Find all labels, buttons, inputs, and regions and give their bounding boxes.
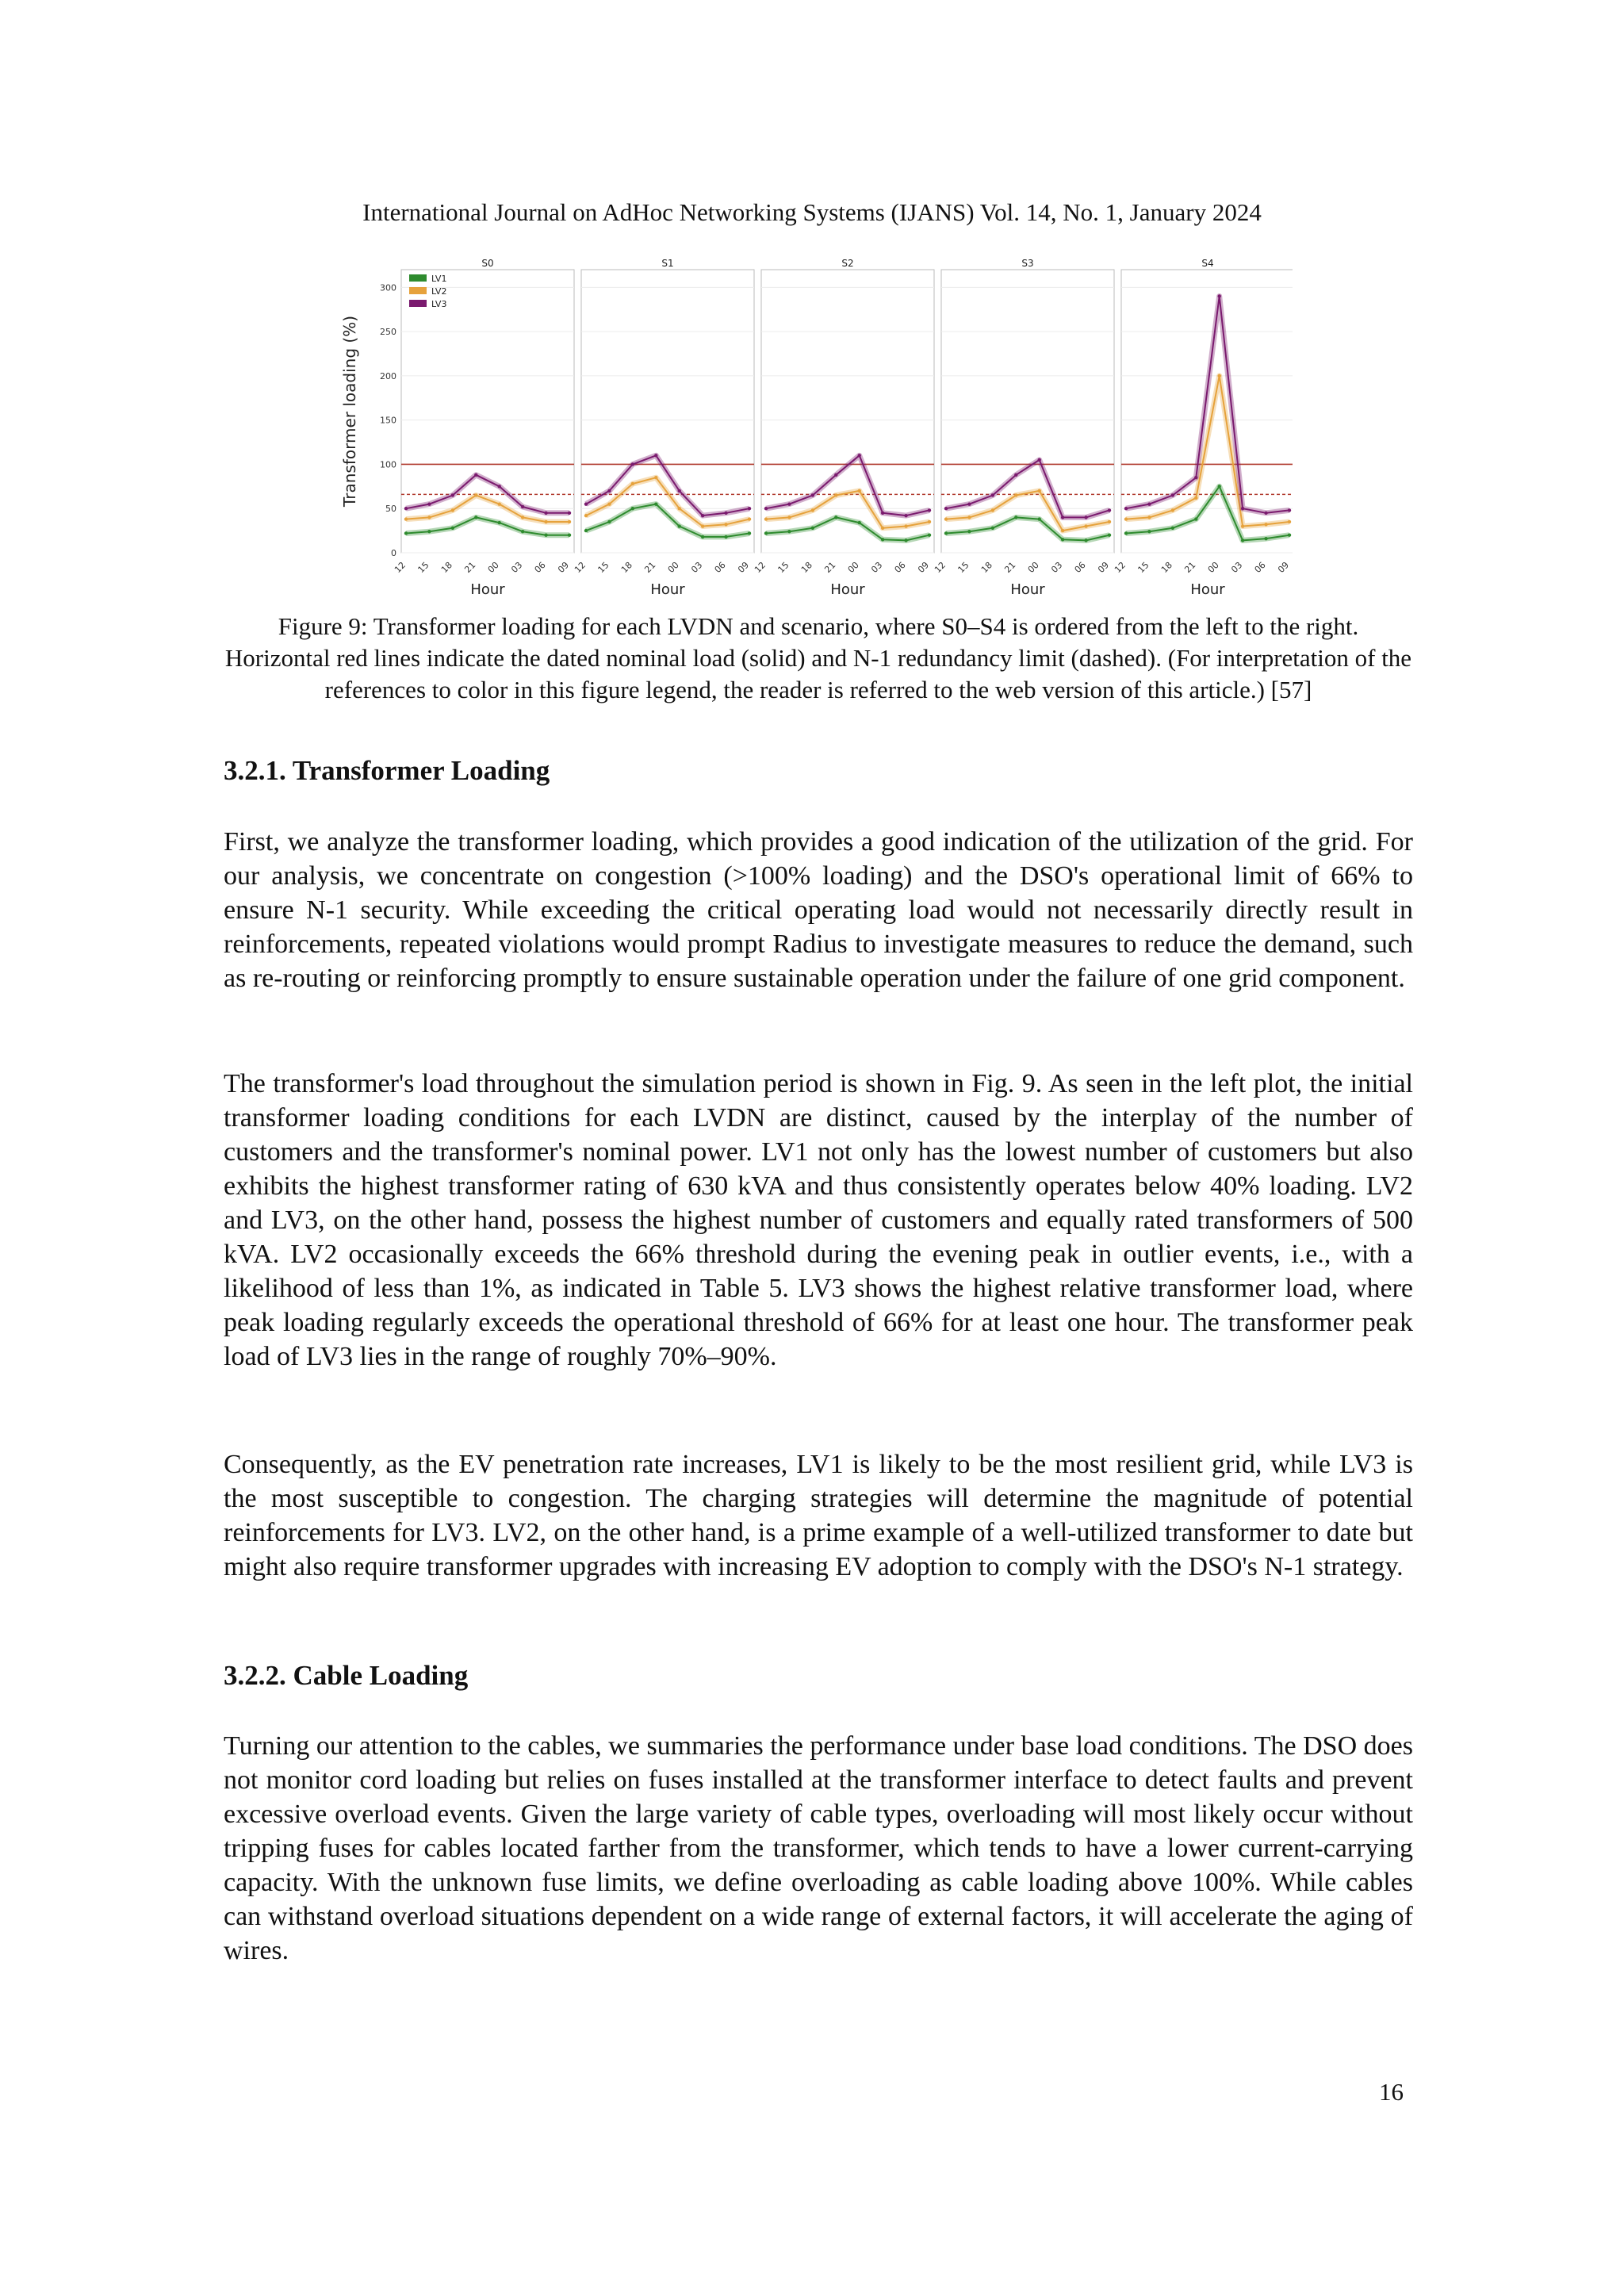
data-point-LV1: [1194, 517, 1197, 520]
x-axis-label: Hour: [1190, 581, 1225, 596]
section-heading-cable-loading: 3.2.2. Cable Loading: [224, 1660, 469, 1691]
panel-frame-S2: [761, 270, 934, 553]
data-point-LV3: [1124, 507, 1128, 510]
data-point-LV1: [568, 533, 571, 536]
data-point-LV3: [1241, 507, 1244, 510]
data-point-LV3: [748, 507, 751, 510]
data-point-LV2: [724, 523, 727, 526]
x-tick-label: 21: [1182, 559, 1198, 576]
data-point-LV2: [1194, 496, 1197, 500]
legend-swatch-LV1: [409, 274, 427, 282]
data-point-LV3: [1061, 516, 1064, 519]
x-tick-label: 09: [1096, 559, 1112, 576]
data-point-LV2: [1171, 508, 1174, 512]
data-point-LV2: [1241, 524, 1244, 527]
x-tick-label: 15: [596, 559, 611, 576]
data-point-LV2: [451, 508, 454, 512]
data-point-LV1: [1124, 531, 1128, 535]
panel-title-S2: S2: [841, 258, 854, 269]
x-tick-label: 12: [933, 559, 948, 576]
legend-swatch-LV3: [409, 300, 427, 307]
data-point-LV1: [1147, 530, 1151, 533]
x-axis-label: Hour: [650, 581, 685, 596]
data-point-LV3: [498, 485, 501, 488]
data-point-LV2: [1218, 374, 1221, 378]
x-axis-label: Hour: [830, 581, 865, 596]
x-tick-label: 18: [799, 559, 814, 576]
x-tick-label: 21: [822, 559, 838, 576]
data-point-LV2: [498, 502, 501, 505]
data-point-LV3: [607, 489, 611, 493]
data-point-LV1: [678, 524, 681, 527]
data-point-LV2: [404, 517, 408, 520]
data-point-LV2: [1038, 489, 1041, 493]
data-point-LV3: [724, 512, 727, 515]
data-point-LV1: [1264, 537, 1267, 540]
x-tick-label: 09: [556, 559, 572, 576]
data-point-LV3: [811, 493, 814, 496]
data-point-LV1: [811, 527, 814, 530]
data-point-LV1: [724, 535, 727, 539]
data-point-LV3: [1194, 476, 1197, 479]
data-point-LV1: [858, 521, 861, 524]
x-tick-label: 12: [573, 559, 588, 576]
paragraph-transformer-1: First, we analyze the transformer loading, which provides a good indication of the utilization of the grid. For our analysis, we concentrate on congestion (>100% loading) and the DSO's operational limit of 66% to ensure N-1 security. While exceeding the critical operating load would not necessarily directly result in reinforcements, repeated violations would prompt Radius to investigate measures to reduce the demand, such as re-routing or reinforcing promptly to ensure sustainable operation under the failure of one grid component.: [224, 827, 1413, 993]
x-tick-label: 03: [689, 559, 705, 576]
data-point-LV3: [1288, 508, 1291, 512]
data-point-LV3: [928, 508, 931, 512]
data-point-LV2: [474, 493, 477, 496]
data-point-LV1: [654, 502, 657, 505]
data-point-LV3: [967, 502, 971, 505]
x-tick-label: 18: [1159, 559, 1174, 576]
x-tick-label: 15: [776, 559, 791, 576]
data-point-LV1: [904, 539, 907, 542]
y-tick-label: 0: [391, 548, 396, 558]
data-point-LV3: [904, 514, 907, 517]
legend-swatch-LV2: [409, 287, 427, 294]
y-axis-label: Transformer loading (%): [340, 315, 359, 508]
x-tick-label: 06: [892, 559, 908, 576]
data-point-LV3: [568, 512, 571, 515]
data-point-LV1: [607, 520, 611, 523]
data-point-LV3: [654, 454, 657, 457]
data-point-LV2: [748, 517, 751, 520]
data-point-LV1: [1084, 539, 1087, 542]
x-tick-label: 21: [1002, 559, 1018, 576]
journal-header: International Journal on AdHoc Networking Systems (IJANS) Vol. 14, No. 1, January 2024: [362, 198, 1262, 226]
data-point-LV1: [631, 507, 634, 510]
data-point-LV2: [1084, 524, 1087, 527]
data-point-LV3: [701, 514, 704, 517]
data-point-LV2: [928, 520, 931, 523]
x-tick-label: 06: [1072, 559, 1088, 576]
section-heading-transformer-loading: 3.2.1. Transformer Loading: [224, 755, 550, 786]
page-number: 16: [1379, 2078, 1404, 2106]
x-tick-label: 09: [916, 559, 932, 576]
data-point-LV2: [654, 476, 657, 479]
figure-9: [333, 255, 1293, 596]
data-point-LV1: [427, 530, 431, 533]
data-point-LV3: [678, 489, 681, 493]
data-point-LV3: [944, 507, 948, 510]
x-tick-label: 03: [1229, 559, 1245, 576]
legend-label-LV2: LV2: [431, 286, 447, 297]
data-point-LV3: [1084, 516, 1087, 519]
data-point-LV1: [748, 531, 751, 535]
y-tick-label: 150: [380, 415, 396, 426]
data-point-LV3: [451, 493, 454, 496]
paragraph-cable-1: Turning our attention to the cables, we summaries the performance under base load conditions. The DSO does not monitor cord loading but relies on fuses installed at the transformer interface to detect faults and prevent excessive overload events. Given the large variety of cable types, overloading will most likely occur without tripping fuses for cables located farther from the transformer, which tends to have a lower current-carrying capacity. With the unknown fuse limits, we define overloading as cable loading above 100%. While cables can withstand overload situations dependent on a wide range of external factors, it will accelerate the aging of wires.: [224, 1731, 1413, 1965]
data-point-LV3: [584, 502, 588, 505]
figure-caption: Figure 9: Transformer loading for each LVDN and scenario, where S0–S4 is ordered from the left to the right. Horizontal red lines indicate the dated nominal load (solid) and N-1 redundancy limit (dashed). (For interpretation of the references to color in this figure legend, the reader is referred to the web version of this article.) [57]: [224, 612, 1412, 703]
x-tick-label: 03: [869, 559, 885, 576]
y-tick-label: 50: [385, 504, 396, 515]
x-tick-label: 21: [462, 559, 478, 576]
data-point-LV3: [404, 507, 408, 510]
data-point-LV2: [521, 516, 524, 519]
data-point-LV2: [904, 524, 907, 527]
data-point-LV1: [701, 535, 704, 539]
x-tick-label: 00: [665, 559, 681, 576]
data-point-LV1: [787, 530, 791, 533]
data-point-LV3: [1147, 502, 1151, 505]
data-point-LV2: [631, 482, 634, 485]
x-tick-label: 00: [845, 559, 861, 576]
panel-title-S1: S1: [661, 258, 674, 269]
data-point-LV1: [928, 533, 931, 536]
data-point-LV3: [1038, 458, 1041, 462]
data-point-LV1: [498, 521, 501, 524]
data-point-LV3: [544, 512, 547, 515]
data-point-LV2: [967, 516, 971, 519]
data-point-LV2: [1264, 523, 1267, 526]
data-point-LV1: [1061, 538, 1064, 541]
x-tick-label: 06: [532, 559, 548, 576]
data-point-LV1: [1108, 533, 1111, 536]
x-tick-label: 00: [485, 559, 501, 576]
x-axis-label: Hour: [1010, 581, 1045, 596]
data-point-LV2: [1124, 517, 1128, 520]
x-tick-label: 15: [416, 559, 431, 576]
legend-label-LV3: LV3: [431, 299, 447, 309]
data-point-LV2: [881, 527, 884, 530]
data-point-LV3: [521, 505, 524, 508]
data-point-LV1: [521, 530, 524, 533]
data-point-LV3: [991, 493, 994, 496]
data-point-LV2: [787, 516, 791, 519]
data-point-LV1: [1038, 517, 1041, 520]
data-point-LV1: [404, 531, 408, 535]
data-point-LV3: [1218, 294, 1221, 297]
x-tick-label: 12: [1113, 559, 1128, 576]
data-point-LV2: [811, 508, 814, 512]
x-tick-label: 15: [1136, 559, 1151, 576]
data-point-LV1: [944, 531, 948, 535]
data-point-LV2: [944, 517, 948, 520]
x-tick-label: 18: [619, 559, 634, 576]
data-point-LV1: [474, 516, 477, 519]
x-tick-label: 06: [1252, 559, 1268, 576]
data-point-LV1: [881, 538, 884, 541]
data-point-LV3: [764, 507, 768, 510]
data-point-LV1: [834, 516, 837, 519]
data-point-LV2: [1061, 529, 1064, 532]
data-point-LV3: [1108, 508, 1111, 512]
data-point-LV2: [544, 520, 547, 523]
data-point-LV2: [991, 508, 994, 512]
data-point-LV1: [764, 531, 768, 535]
x-tick-label: 09: [736, 559, 752, 576]
data-point-LV3: [787, 502, 791, 505]
data-point-LV2: [427, 516, 431, 519]
panel-title-S3: S3: [1021, 258, 1034, 269]
x-tick-label: 18: [439, 559, 454, 576]
data-point-LV2: [1147, 516, 1151, 519]
x-tick-label: 15: [956, 559, 971, 576]
y-tick-label: 200: [380, 370, 396, 381]
data-point-LV1: [1218, 485, 1221, 488]
y-tick-label: 250: [380, 327, 396, 338]
data-point-LV1: [991, 527, 994, 530]
paragraph-transformer-3: Consequently, as the EV penetration rate increases, LV1 is likely to be the most resilient grid, while LV3 is the most susceptible to congestion. The charging strategies will determine the magnitude of potential reinforcements for LV3. LV2, on the other hand, is a prime example of a well-utilized transformer to date but might also require transformer upgrades with increasing EV adoption to comply with the DSO's N-1 strategy.: [224, 1450, 1413, 1581]
x-tick-label: 12: [753, 559, 768, 576]
data-point-LV2: [607, 502, 611, 505]
x-axis-label: Hour: [470, 581, 505, 596]
legend-label-LV1: LV1: [431, 274, 447, 284]
data-point-LV1: [1288, 533, 1291, 536]
y-tick-label: 300: [380, 282, 396, 293]
data-point-LV2: [678, 507, 681, 510]
data-point-LV3: [1171, 493, 1174, 496]
x-tick-label: 12: [393, 559, 408, 576]
x-tick-label: 06: [712, 559, 728, 576]
x-tick-label: 03: [1049, 559, 1065, 576]
data-point-LV3: [631, 462, 634, 466]
data-point-LV1: [584, 529, 588, 532]
panel-title-S0: S0: [481, 258, 494, 269]
x-tick-label: 21: [642, 559, 658, 576]
data-point-LV3: [474, 473, 477, 477]
data-point-LV1: [544, 533, 547, 536]
data-point-LV3: [1264, 512, 1267, 515]
y-tick-label: 100: [380, 459, 396, 470]
data-point-LV1: [1171, 527, 1174, 530]
paragraph-transformer-2: The transformer's load throughout the simulation period is shown in Fig. 9. As seen in the left plot, the initial transformer loading conditions for each LVDN are distinct, caused by the interplay of the number of customers and the transformer's nominal power. LV1 not only has the lowest number of customers but also exhibits the highest transformer rating of 630 kVA and thus consistently operates below 40% loading. LV2 and LV3, on the other hand, possess the highest number of customers and equally rated transformers of 500 kVA. LV2 occasionally exceeds the 66% threshold during the evening peak in outlier events, i.e., with a likelihood of less than 1%, as indicated in Table 5. LV3 shows the highest relative transformer load, where peak loading regularly exceeds the operational threshold of 66% for at least one hour. The transformer peak load of LV3 lies in the range of roughly 70%–90%.: [224, 1069, 1413, 1371]
data-point-LV2: [701, 524, 704, 527]
data-point-LV1: [967, 530, 971, 533]
data-point-LV2: [1014, 493, 1017, 496]
x-tick-label: 03: [509, 559, 525, 576]
data-point-LV2: [764, 517, 768, 520]
x-tick-label: 09: [1276, 559, 1292, 576]
panel-title-S4: S4: [1201, 258, 1214, 269]
data-point-LV2: [834, 493, 837, 496]
data-point-LV2: [1108, 520, 1111, 523]
data-point-LV1: [1014, 516, 1017, 519]
data-point-LV3: [881, 512, 884, 515]
data-point-LV3: [427, 502, 431, 505]
x-tick-label: 00: [1025, 559, 1041, 576]
data-point-LV1: [1241, 539, 1244, 542]
panel-frame-S3: [941, 270, 1114, 553]
x-tick-label: 18: [979, 559, 994, 576]
data-point-LV2: [568, 520, 571, 523]
data-point-LV3: [858, 454, 861, 457]
data-point-LV3: [834, 473, 837, 477]
data-point-LV3: [1014, 473, 1017, 477]
data-point-LV2: [584, 514, 588, 517]
data-point-LV2: [858, 489, 861, 493]
x-tick-label: 00: [1205, 559, 1221, 576]
data-point-LV2: [1288, 520, 1291, 523]
transformer-loading-chart: [333, 255, 1293, 596]
data-point-LV1: [451, 527, 454, 530]
